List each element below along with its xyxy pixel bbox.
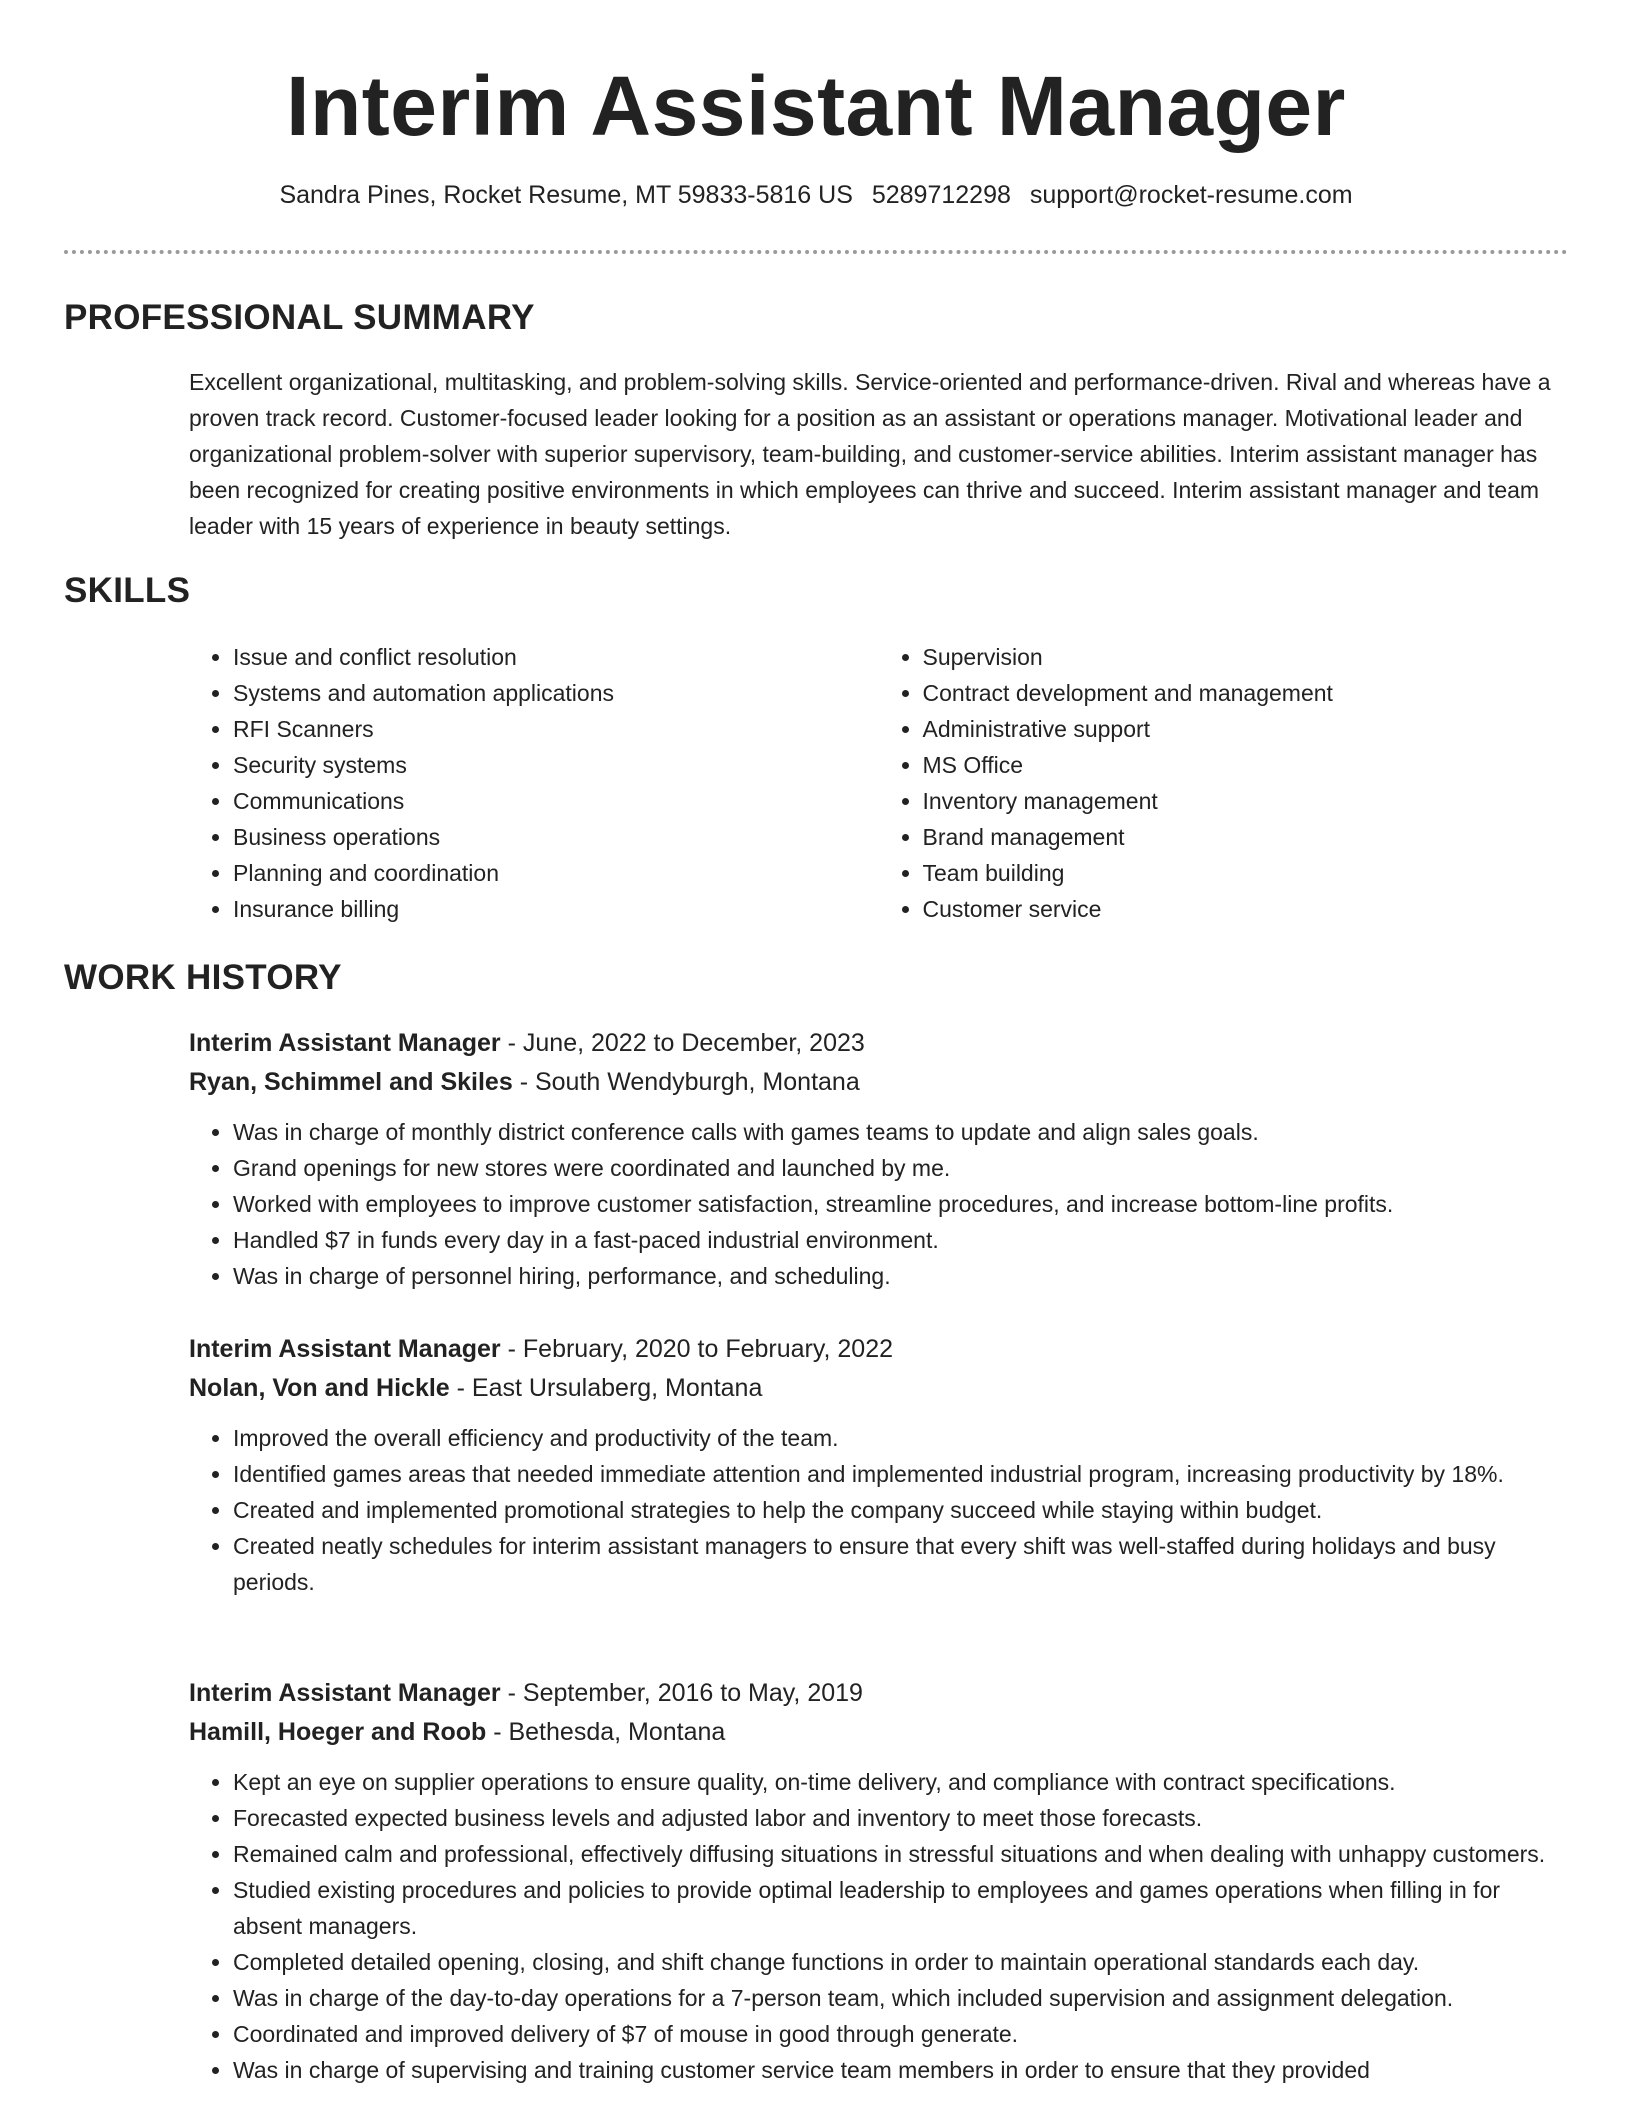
job-entry <box>189 1674 1568 2088</box>
skill-item: • Contract development and management <box>923 675 1569 711</box>
job-title-line <box>189 1330 1568 1369</box>
job-bullet: • Forecasted expected business levels and adjusted labor and inventory to meet those forecasts. <box>233 1800 1568 1836</box>
skill-item: • Security systems <box>233 747 879 783</box>
skills-list-right <box>879 639 1569 927</box>
job-bullet: • Studied existing procedures and policies to provide optimal leadership to employees and games operations when filling in for absent managers. <box>233 1872 1568 1944</box>
job-bullets <box>189 1114 1568 1294</box>
skill-item: • Customer service <box>923 891 1569 927</box>
skill-item: • Business operations <box>233 819 879 855</box>
job-company-line <box>189 1713 1568 1752</box>
job-title: Interim Assistant Manager <box>189 1679 501 1707</box>
contact-line <box>64 178 1568 212</box>
skills-heading: SKILLS <box>64 571 191 610</box>
header-divider <box>64 250 1568 254</box>
job-bullet: • Remained calm and professional, effectively diffusing situations in stressful situations and when dealing with unhappy customers. <box>233 1836 1568 1872</box>
skill-item: • Brand management <box>923 819 1569 855</box>
job-bullet: • Grand openings for new stores were coordinated and launched by me. <box>233 1150 1568 1186</box>
contact-phone: 5289712298 <box>871 181 1011 209</box>
job-title-line <box>189 1674 1568 1713</box>
skill-item: • Systems and automation applications <box>233 675 879 711</box>
job-bullet: • Was in charge of the day-to-day operations for a 7-person team, which included supervision and assignment delegation. <box>233 1980 1568 2016</box>
work-history-heading: WORK HISTORY <box>64 958 342 997</box>
job-location: - Bethesda, Montana <box>486 1718 726 1746</box>
skills-list-left <box>189 639 879 927</box>
job-title: Interim Assistant Manager <box>189 1335 501 1363</box>
job-bullets <box>189 1764 1568 2088</box>
job-bullet: • Was in charge of personnel hiring, performance, and scheduling. <box>233 1258 1568 1294</box>
job-title: Interim Assistant Manager <box>189 1029 501 1057</box>
skill-item: • Supervision <box>923 639 1569 675</box>
job-bullet: • Kept an eye on supplier operations to ensure quality, on-time delivery, and compliance with contract specifications. <box>233 1764 1568 1800</box>
skill-item: • Communications <box>233 783 879 819</box>
summary-text: Excellent organizational, multitasking, and problem-solving skills. Service-oriented and performance-driven. Rival and whereas have a proven track record. Customer-focused leader looking for a position as an assistant or operations manager. Motivational leader and organizational problem-solver with superior supervisory, team-building, and customer-service abilities. Interim assistant manager has been recognized for creating positive environments in which employees can thrive and succeed. Interim assistant manager and team leader with 15 years of experience in beauty settings. <box>189 369 1551 539</box>
job-location: - South Wendyburgh, Montana <box>512 1068 860 1096</box>
skills-columns <box>189 639 1568 927</box>
job-dates: - February, 2020 to February, 2022 <box>500 1335 894 1363</box>
job-entry <box>189 1024 1568 1294</box>
job-bullet: • Created and implemented promotional strategies to help the company succeed while staying within budget. <box>233 1492 1568 1528</box>
skill-item: • Issue and conflict resolution <box>233 639 879 675</box>
job-bullet: • Was in charge of supervising and training customer service team members in order to ensure that they provided <box>233 2052 1568 2088</box>
job-dates: - September, 2016 to May, 2019 <box>500 1679 863 1707</box>
job-company-line <box>189 1063 1568 1102</box>
job-bullet: • Was in charge of monthly district conference calls with games teams to update and align sales goals. <box>233 1114 1568 1150</box>
job-bullet: • Improved the overall efficiency and productivity of the team. <box>233 1420 1568 1456</box>
skills-section <box>189 639 1568 927</box>
skill-item: • Team building <box>923 855 1569 891</box>
skill-item: • Insurance billing <box>233 891 879 927</box>
job-bullet: • Identified games areas that needed immediate attention and implemented industrial program, increasing productivity by 18%. <box>233 1456 1568 1492</box>
skill-item: • Planning and coordination <box>233 855 879 891</box>
job-bullet: • Handled $7 in funds every day in a fast-paced industrial environment. <box>233 1222 1568 1258</box>
contact-address: Sandra Pines, Rocket Resume, MT 59833-5816 US <box>279 181 853 209</box>
job-bullet: • Completed detailed opening, closing, and shift change functions in order to maintain operational standards each day. <box>233 1944 1568 1980</box>
summary-section <box>189 364 1568 544</box>
resume-name-heading: Interim Assistant Manager <box>286 59 1346 153</box>
job-title-line <box>189 1024 1568 1063</box>
job-company: Nolan, Von and Hickle <box>189 1374 450 1402</box>
job-bullet: • Worked with employees to improve customer satisfaction, streamline procedures, and increase bottom-line profits. <box>233 1186 1568 1222</box>
skill-item: • MS Office <box>923 747 1569 783</box>
skill-item: • Inventory management <box>923 783 1569 819</box>
job-company: Ryan, Schimmel and Skiles <box>189 1068 513 1096</box>
job-bullets <box>189 1420 1568 1600</box>
job-bullet: • Created neatly schedules for interim assistant managers to ensure that every shift was well-staffed during holidays and busy periods. <box>233 1528 1568 1600</box>
skill-item: • RFI Scanners <box>233 711 879 747</box>
contact-email: support@rocket-resume.com <box>1029 181 1353 209</box>
job-bullet: • Coordinated and improved delivery of $7 of mouse in good through generate. <box>233 2016 1568 2052</box>
summary-heading: PROFESSIONAL SUMMARY <box>64 298 535 337</box>
job-entry <box>189 1330 1568 1600</box>
job-company: Hamill, Hoeger and Roob <box>189 1718 487 1746</box>
job-company-line <box>189 1369 1568 1408</box>
job-location: - East Ursulaberg, Montana <box>449 1374 763 1402</box>
job-dates: - June, 2022 to December, 2023 <box>500 1029 865 1057</box>
skill-item: • Administrative support <box>923 711 1569 747</box>
